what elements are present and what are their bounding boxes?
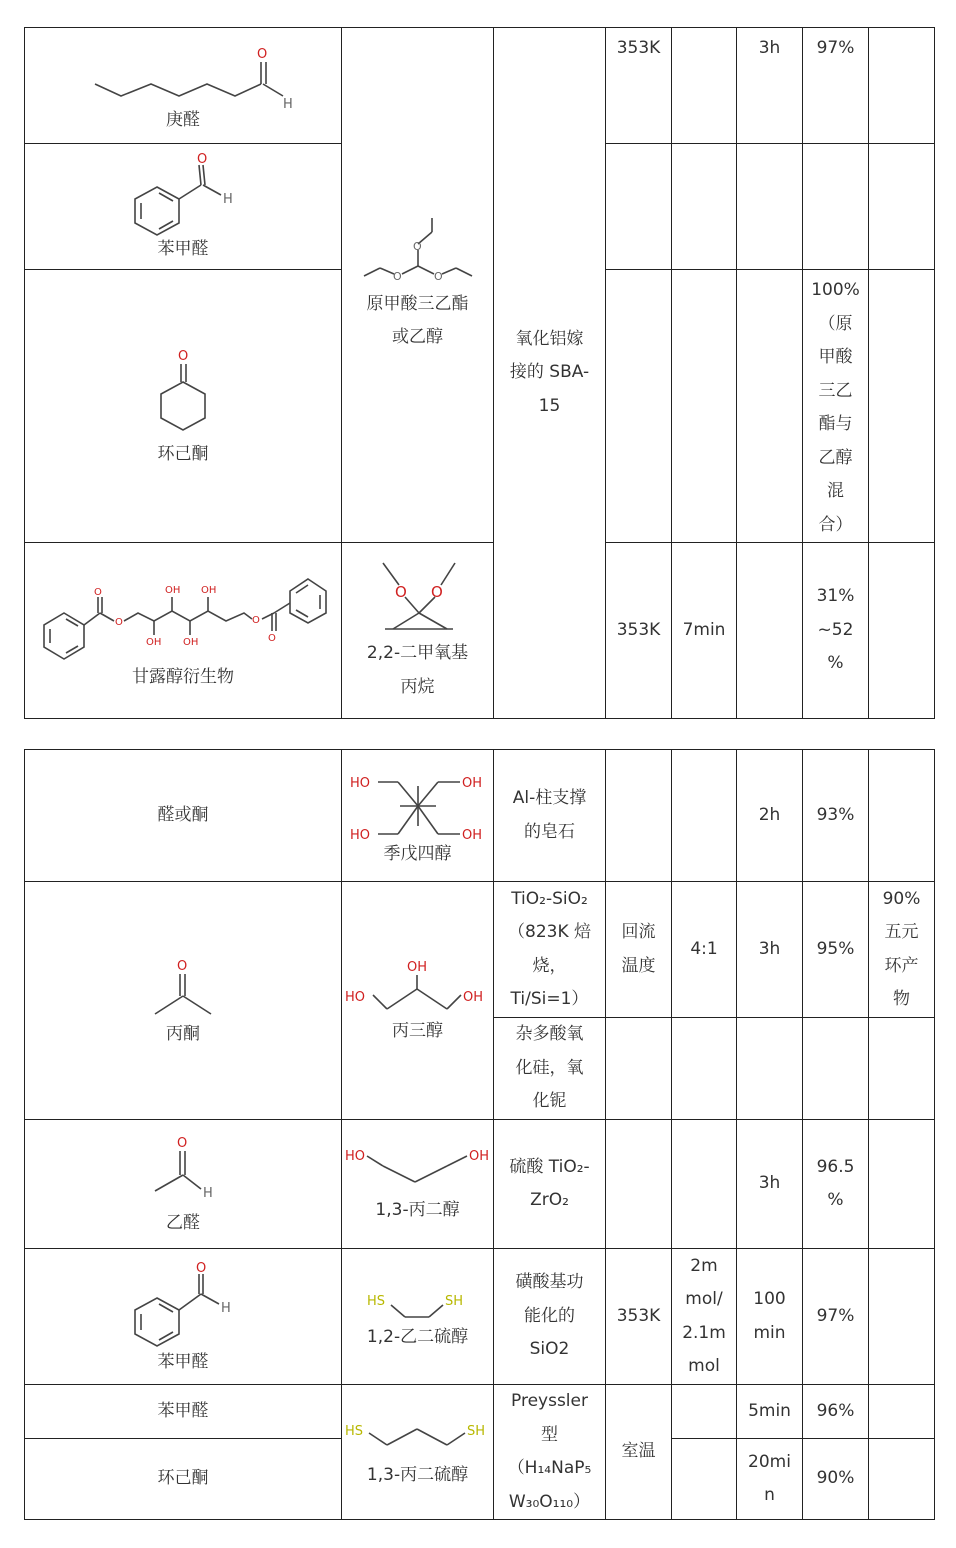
temperature-cell: 353K (606, 543, 672, 719)
yield-cell: 90% (803, 1439, 869, 1520)
glycerol-structure (343, 959, 493, 1019)
compound-cell: O H 苯甲醛 (25, 1249, 342, 1385)
time-cell (737, 144, 803, 270)
reagent-cell: HO OH 1,3-丙二醇 (342, 1120, 494, 1249)
note-cell (869, 1439, 935, 1520)
table-row (25, 750, 935, 882)
yield-cell: 97% (803, 28, 869, 144)
catalyst-cell: 氧化铝嫁 接的 SBA- 15 (494, 28, 606, 719)
ratio-cell (672, 144, 737, 270)
note-cell (869, 1249, 935, 1385)
ratio-cell (672, 750, 737, 882)
svg-text:O: O (197, 152, 208, 167)
table-row (25, 882, 935, 1018)
acetone-structure (143, 956, 223, 1022)
pentaerythritol-structure (348, 766, 488, 842)
benzaldehyde-structure (123, 153, 243, 237)
svg-text:HS: HS (344, 1424, 363, 1439)
table-row (25, 543, 935, 719)
catalyst-cell: 磺酸基功 能化的 SiO2 (494, 1249, 606, 1385)
triethyl-orthoformate-structure (358, 216, 478, 288)
heptanal-structure (73, 40, 293, 108)
temperature-cell: 353K (606, 1249, 672, 1385)
time-cell: 100 min (737, 1249, 803, 1385)
svg-text:OH: OH (468, 1149, 489, 1164)
svg-text:O: O (392, 269, 402, 283)
svg-text:H: H (221, 1300, 231, 1316)
yield-cell: 93% (803, 750, 869, 882)
catalyst-cell: Al-柱支撑 的皂石 (494, 750, 606, 882)
svg-text:OH: OH (201, 584, 217, 596)
compound-cell: 环己酮 (25, 1439, 342, 1520)
yield-cell: 97% (803, 1249, 869, 1385)
time-cell (737, 543, 803, 719)
compound-name: 甘露醇衍生物 (132, 666, 234, 687)
compound-name: 环己酮 (157, 444, 209, 464)
time-cell: 3h (737, 28, 803, 144)
svg-text:O: O (394, 583, 407, 601)
svg-text:H: H (223, 191, 233, 207)
temperature-cell (606, 144, 672, 270)
compound-name: 庚醛 (166, 109, 200, 130)
temperature-cell (606, 270, 672, 543)
reagent-cell: HO OH HO OH 季戊四醇 (342, 750, 494, 882)
temperature-cell: 353K (606, 28, 672, 144)
svg-text:OH: OH (462, 989, 483, 1005)
svg-text:H: H (283, 96, 293, 108)
ratio-cell (672, 1120, 737, 1249)
table-1 (24, 27, 935, 719)
yield-cell: 100% （原 甲酸 三乙 酯与 乙醇 混 合） (803, 270, 869, 543)
reagent-cell: O O O 原甲酸三乙酯 或乙醇 (342, 28, 494, 543)
svg-text:HO: HO (344, 1149, 365, 1164)
catalyst-cell: 硫酸 TiO₂- ZrO₂ (494, 1120, 606, 1249)
compound-cell (25, 543, 342, 719)
note-cell (869, 144, 935, 270)
catalyst-cell: Preyssler 型 （H₁₄NaP₅ W₃₀O₁₁₀） (494, 1385, 606, 1520)
compound-cell (25, 270, 342, 543)
yield-cell: 96.5 % (803, 1120, 869, 1249)
svg-text:O: O (412, 239, 422, 253)
propanediol-structure (343, 1146, 493, 1198)
svg-text:O: O (177, 958, 188, 974)
ratio-cell: 2m mol/ 2.1m mol (672, 1249, 737, 1385)
compound-cell: 醛或酮 (25, 750, 342, 882)
compound-cell (25, 144, 342, 270)
table-2 (24, 749, 935, 1520)
svg-text:SH: SH (444, 1293, 463, 1309)
svg-text:O: O (94, 586, 102, 598)
propanedithiol-structure (343, 1417, 493, 1463)
svg-text:OH: OH (461, 827, 482, 842)
temperature-cell (606, 1120, 672, 1249)
svg-text:OH: OH (165, 584, 181, 596)
temperature-cell: 回流 温度 (606, 882, 672, 1018)
ratio-cell (672, 28, 737, 144)
svg-text:O: O (433, 269, 443, 283)
dimethoxypropane-structure (363, 557, 473, 637)
time-cell (737, 270, 803, 543)
svg-text:O: O (268, 632, 276, 644)
compound-cell: O 丙酮 (25, 882, 342, 1120)
table-row (25, 1249, 935, 1385)
reagent-cell: HS SH 1,3-丙二硫醇 (342, 1385, 494, 1520)
mannitol-derivative-structure (38, 573, 328, 665)
catalyst-cell: TiO₂-SiO₂ （823K 焙 烧， Ti/Si=1） (494, 882, 606, 1018)
svg-text:O: O (178, 349, 189, 364)
note-cell (869, 1120, 935, 1249)
svg-text:HO: HO (349, 775, 370, 791)
svg-text:OH: OH (146, 636, 162, 648)
table-row (25, 1120, 935, 1249)
ratio-cell (672, 270, 737, 543)
reagent-cell: HS SH 1,2-乙二硫醇 (342, 1249, 494, 1385)
compound-cell: O H 乙醛 (25, 1120, 342, 1249)
note-cell (869, 750, 935, 882)
svg-text:O: O (115, 616, 123, 628)
ratio-cell (672, 1439, 737, 1520)
svg-text:OH: OH (406, 959, 427, 975)
temperature-cell: 室温 (606, 1385, 672, 1520)
svg-text:SH: SH (466, 1424, 485, 1439)
svg-text:HS: HS (366, 1293, 385, 1309)
ratio-cell: 7min (672, 543, 737, 719)
svg-text:O: O (196, 1260, 207, 1276)
temperature-cell (606, 1018, 672, 1120)
svg-text:OH: OH (183, 636, 199, 648)
ethanedithiol-structure (363, 1285, 473, 1325)
time-cell (737, 1018, 803, 1120)
time-cell: 20mi n (737, 1439, 803, 1520)
yield-cell (803, 144, 869, 270)
compound-name: 苯甲醛 (157, 238, 209, 259)
time-cell: 3h (737, 1120, 803, 1249)
table-row (25, 28, 935, 144)
compound-cell: 苯甲醛 (25, 1385, 342, 1439)
table-row (25, 1385, 935, 1439)
note-cell (869, 1018, 935, 1120)
note-cell (869, 543, 935, 719)
svg-text:O: O (252, 614, 260, 626)
yield-cell: 95% (803, 882, 869, 1018)
svg-text:HO: HO (344, 989, 365, 1005)
note-cell (869, 28, 935, 144)
yield-cell (803, 1018, 869, 1120)
yield-cell: 96% (803, 1385, 869, 1439)
catalyst-cell: 杂多酸氧 化硅，氧 化铌 (494, 1018, 606, 1120)
note-cell (869, 270, 935, 543)
reagent-cell: OH HO OH 丙三醇 (342, 882, 494, 1120)
acetaldehyde-structure (143, 1133, 223, 1211)
time-cell: 5min (737, 1385, 803, 1439)
svg-text:O: O (257, 46, 268, 62)
ratio-cell (672, 1385, 737, 1439)
svg-text:HO: HO (349, 827, 370, 842)
benzaldehyde-structure (123, 1260, 243, 1350)
time-cell: 3h (737, 882, 803, 1018)
note-cell (869, 1385, 935, 1439)
yield-cell: 31% ~52 % (803, 543, 869, 719)
ratio-cell (672, 1018, 737, 1120)
svg-text:O: O (177, 1136, 188, 1151)
ratio-cell: 4:1 (672, 882, 737, 1018)
temperature-cell (606, 750, 672, 882)
svg-text:OH: OH (461, 775, 482, 791)
compound-cell (25, 28, 342, 144)
note-cell: 90% 五元 环产 物 (869, 882, 935, 1018)
svg-text:O: O (430, 583, 443, 601)
svg-text:H: H (203, 1186, 213, 1201)
reagent-cell: O O 2,2-二甲氧基 丙烷 (342, 543, 494, 719)
cyclohexanone-structure (143, 346, 223, 442)
time-cell: 2h (737, 750, 803, 882)
